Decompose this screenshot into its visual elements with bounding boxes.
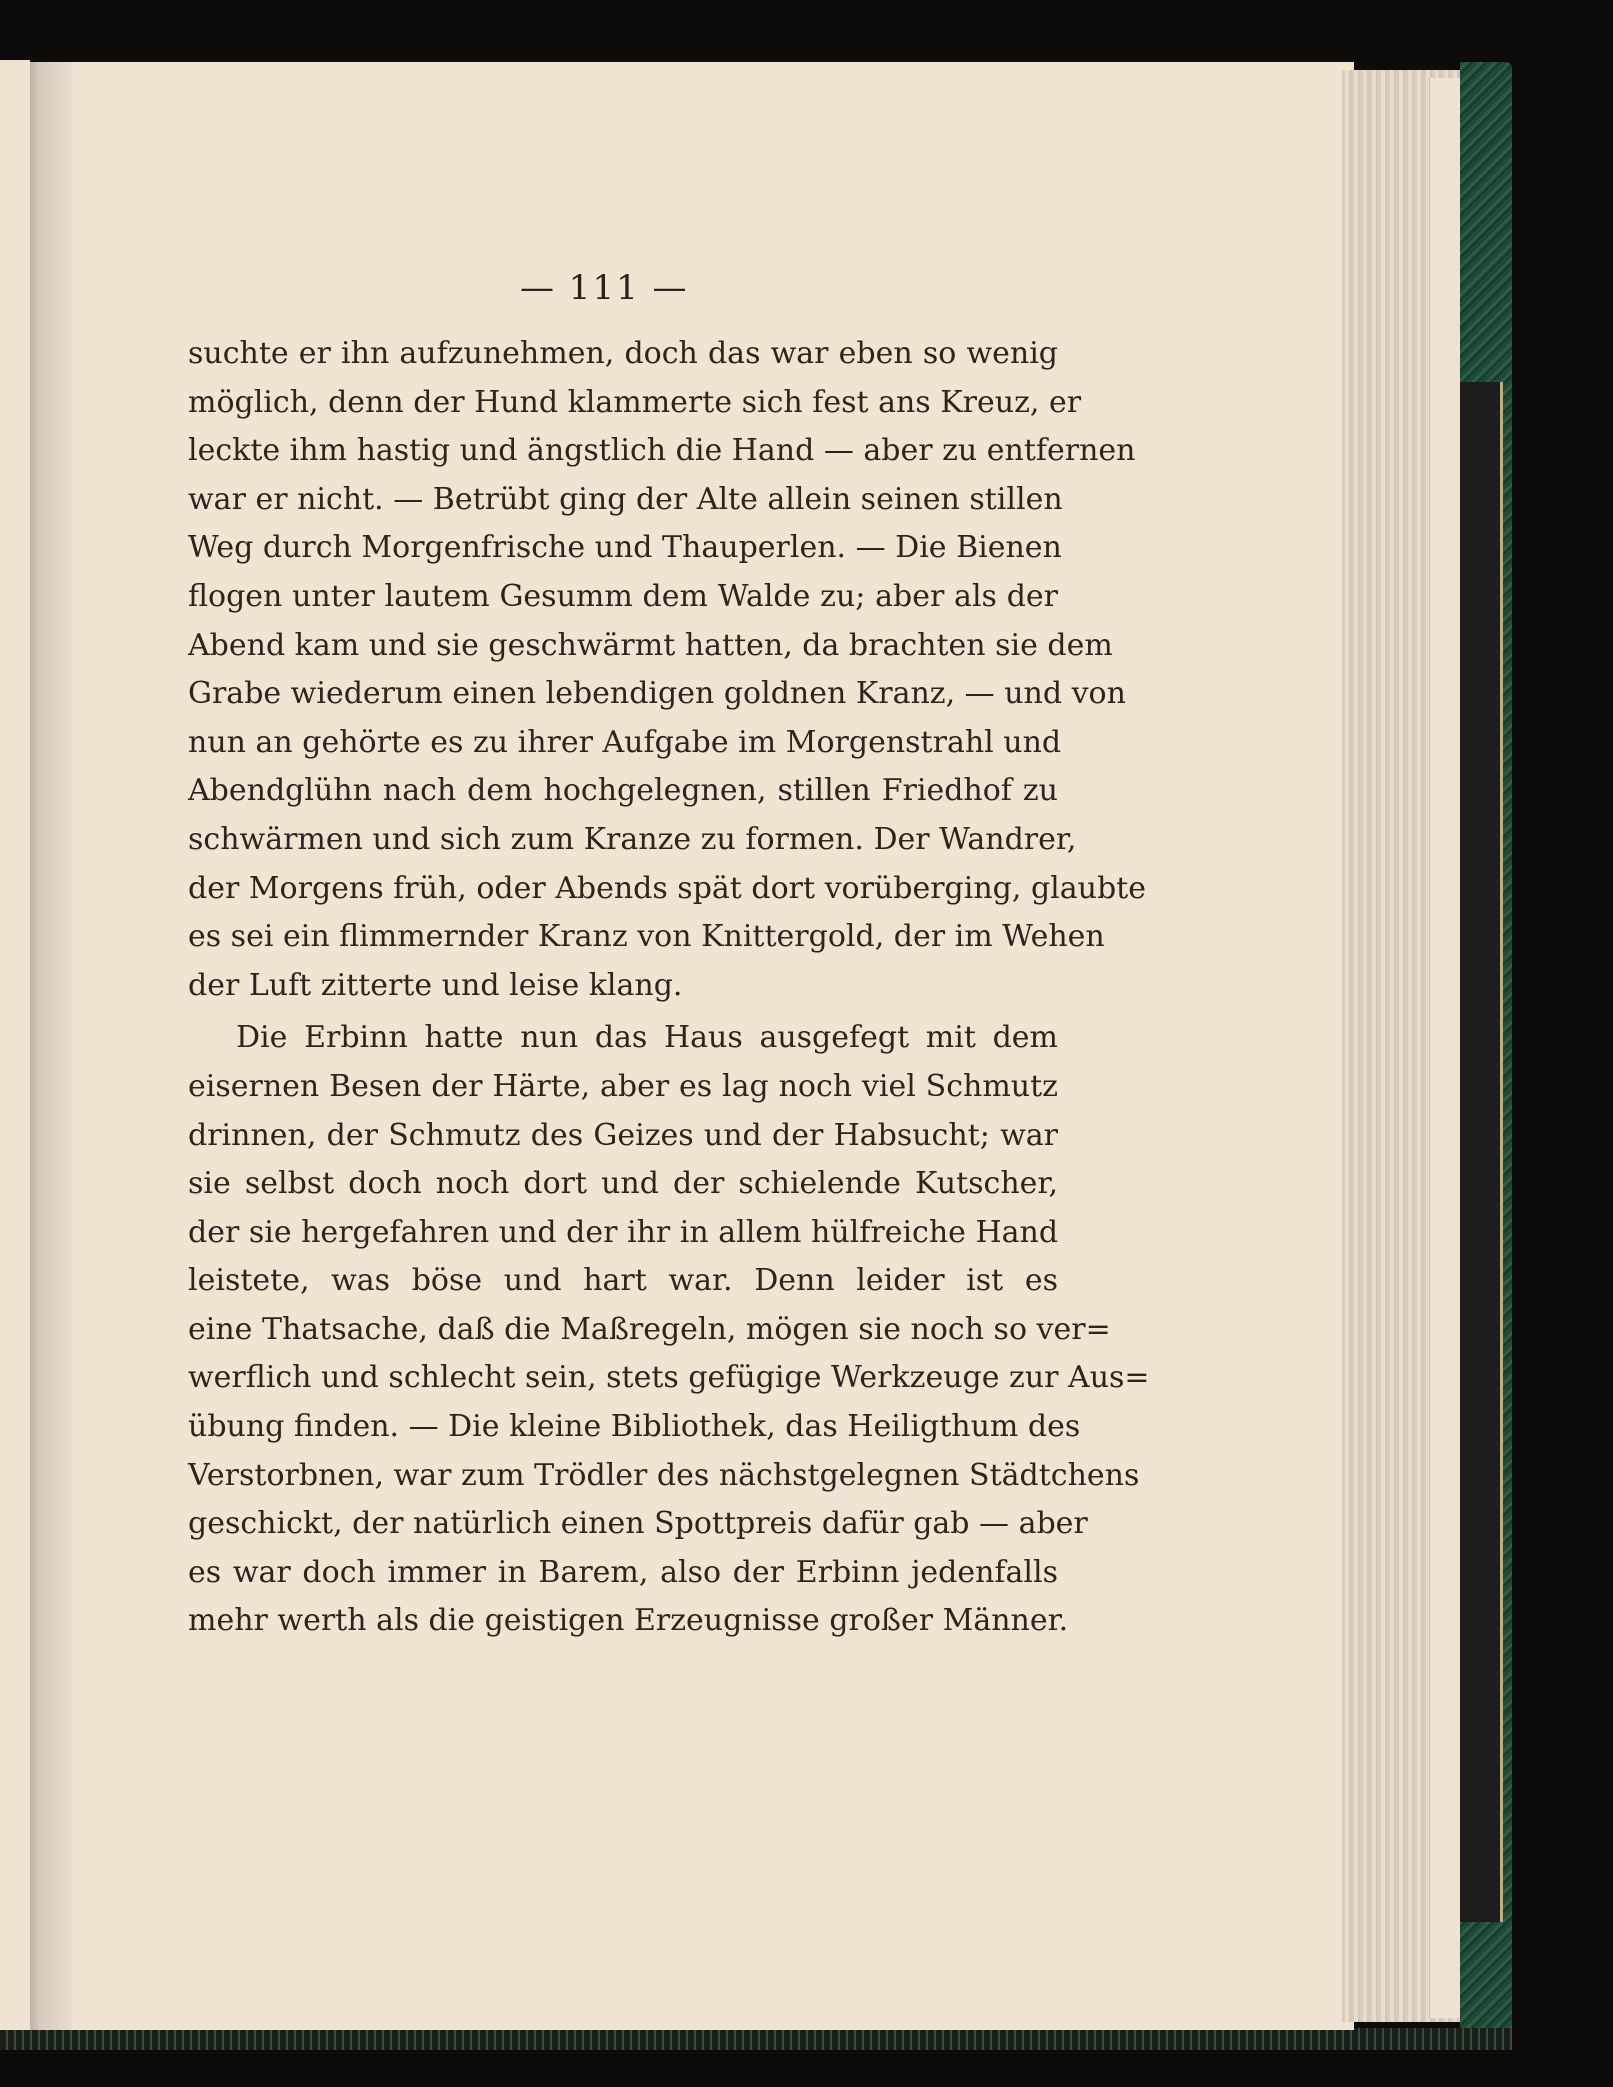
page-stack-fore-edge — [1342, 70, 1460, 2022]
text-line: Verstorbnen, war zum Trödler des nächstgelegnen Städtchens — [188, 1457, 1140, 1493]
text-line: geschickt, der natürlich einen Spottpreis dafür gab — aber — [188, 1506, 1088, 1542]
text-line: es war doch immer in Barem, also der Erbinn jedenfalls — [188, 1554, 1058, 1590]
paragraph-2 — [188, 1014, 1150, 1646]
text-line: leckte ihm hastig und ängstlich die Hand — aber zu entfernen — [188, 433, 1136, 469]
text-line: Grabe wiederum einen lebendigen goldnen Kranz, — und von — [188, 676, 1126, 712]
text-line: sie selbst doch noch dort und der schielende Kutscher, — [188, 1166, 1058, 1202]
text-line: der Luft zitterte und leise klang. — [188, 967, 683, 1003]
text-line: Weg durch Morgenfrische und Thauperlen. — Die Bienen — [188, 530, 1062, 566]
text-line: übung finden. — Die kleine Bibliothek, das Heiligthum des — [188, 1409, 1081, 1445]
page-number: — 111 — — [520, 268, 689, 308]
text-line: Die Erbinn hatte nun das Haus ausgefegt mit dem — [236, 1020, 1058, 1056]
text-line: nun an gehörte es zu ihrer Aufgabe im Morgenstrahl und — [188, 724, 1062, 760]
text-line: eine Thatsache, daß die Maßregeln, mögen sie noch so ver= — [188, 1311, 1111, 1347]
text-line: der sie hergefahren und der ihr in allem hülfreiche Hand — [188, 1214, 1059, 1250]
text-line: Abendglühn nach dem hochgelegnen, stillen Friedhof zu — [188, 773, 1058, 809]
paragraph-1 — [188, 330, 1146, 1010]
last-leaf-edge — [1429, 78, 1460, 2018]
text-line: eisernen Besen der Härte, aber es lag noch viel Schmutz — [188, 1068, 1058, 1104]
text-line: suchte er ihn aufzunehmen, doch das war eben so wenig — [188, 336, 1058, 371]
text-line: schwärmen und sich zum Kranze zu formen. Der Wandrer, — [188, 821, 1077, 857]
text-line: flogen unter lautem Gesumm dem Walde zu; aber als der — [188, 578, 1058, 614]
text-line: drinnen, der Schmutz des Geizes und der Habsucht; war — [188, 1117, 1058, 1153]
body-text — [188, 330, 1150, 1646]
book-gutter — [30, 62, 72, 2030]
text-line: werflich und schlecht sein, stets gefügige Werkzeuge zur Aus= — [188, 1360, 1150, 1396]
text-line: möglich, denn der Hund klammerte sich fest ans Kreuz, er — [188, 384, 1082, 420]
left-page-edge — [0, 60, 30, 2030]
text-line: mehr werth als die geistigen Erzeugnisse großer Männer. — [188, 1603, 1069, 1639]
text-line: Abend kam und sie geschwärmt hatten, da brachten sie dem — [188, 627, 1113, 663]
book-cover-bottom-edge — [0, 2028, 1512, 2050]
text-line: der Morgens früh, oder Abends spät dort vorüberging, glaubte — [188, 870, 1146, 906]
book-cover-edge — [1460, 62, 1512, 2047]
marbled-board — [1460, 382, 1503, 1922]
text-line: leistete, was böse und hart war. Denn leider ist es — [188, 1263, 1058, 1299]
text-line: es sei ein flimmernder Kranz von Knittergold, der im Wehen — [188, 919, 1105, 955]
text-line: war er nicht. — Betrübt ging der Alte allein seinen stillen — [188, 481, 1063, 517]
